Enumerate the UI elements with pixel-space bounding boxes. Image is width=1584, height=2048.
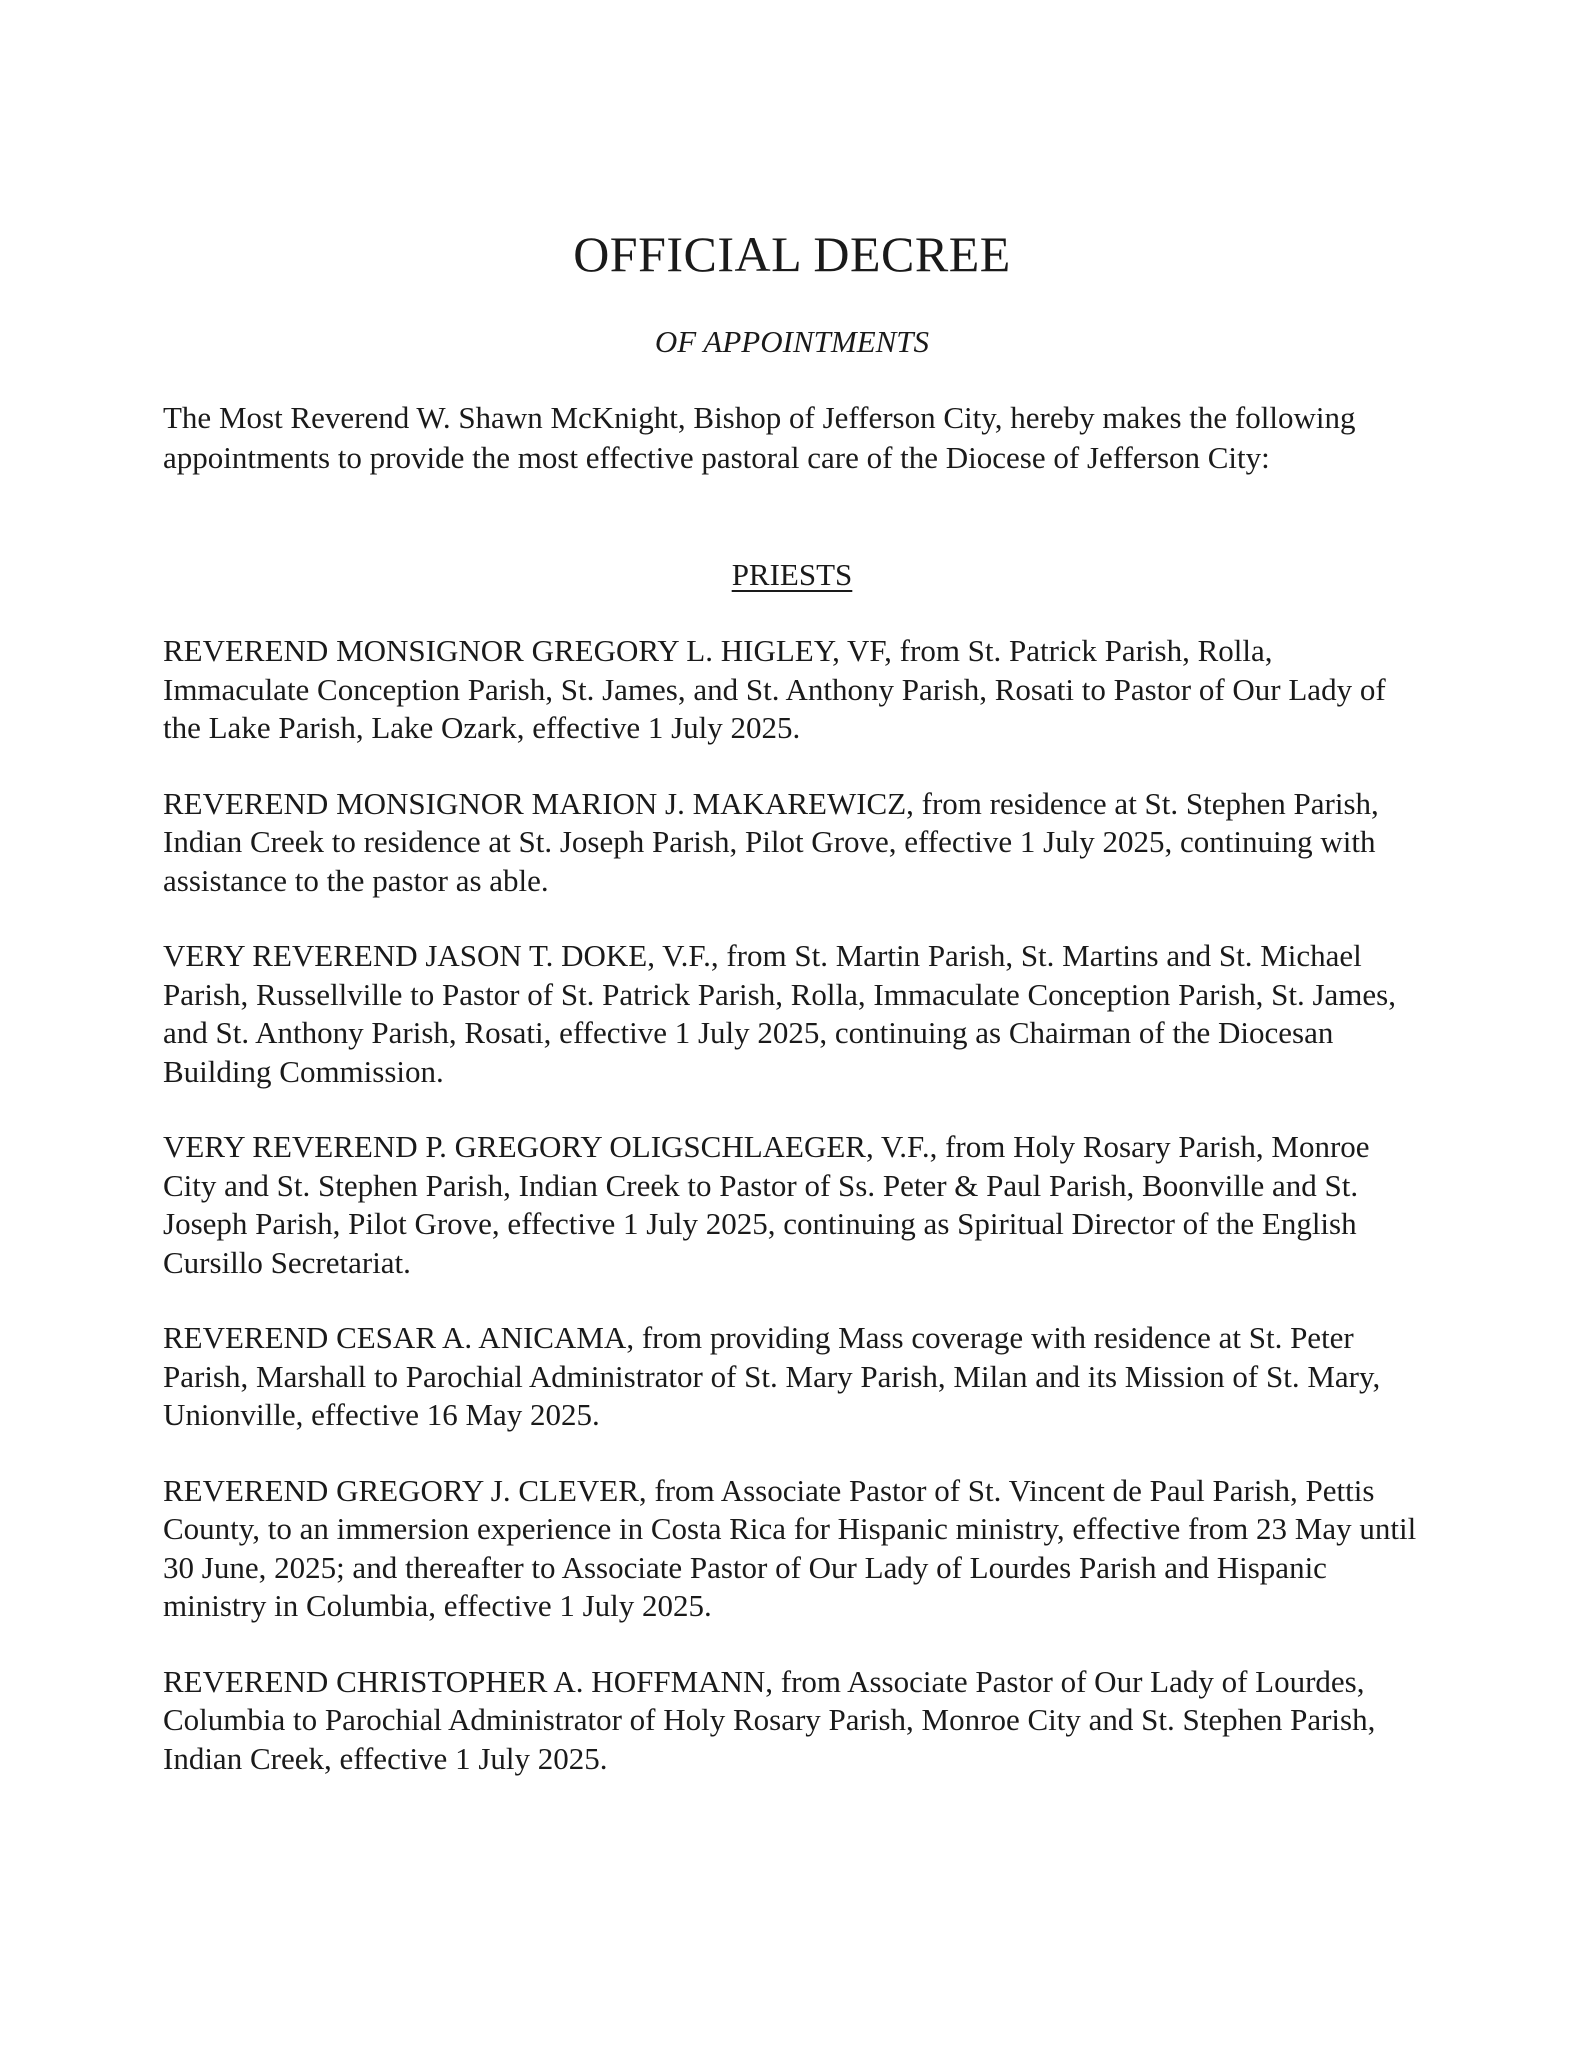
appointment-entry: VERY REVEREND JASON T. DOKE, V.F., from St. Martin Parish, St. Martins and St. Michael Parish, Russellville to Pastor of St. Patrick Parish, Rolla, Immaculate Conception Parish, St. James, and St. Anthony Parish, Rosati, effective 1 July 2025, continuing as Chairman of the Diocesan Building Commission. <box>163 938 1396 1089</box>
page-subtitle: OF APPOINTMENTS <box>654 324 930 359</box>
appointment-list <box>163 632 1425 1815</box>
appointment-entry: REVEREND CESAR A. ANICAMA, from providing Mass coverage with residence at St. Peter Parish, Marshall to Parochial Administrator of St. Mary Parish, Milan and its Mission of St. Mary, Unionville, effective 16 May 2025. <box>163 1320 1381 1432</box>
intro-paragraph: The Most Reverend W. Shawn McKnight, Bishop of Jefferson City, hereby makes the following appointments to provide the most effective pastoral care of the Diocese of Jefferson City: <box>163 400 1356 475</box>
appointment-entry: REVEREND MONSIGNOR GREGORY L. HIGLEY, VF, from St. Patrick Parish, Rolla, Immaculate Conception Parish, St. James, and St. Anthony Parish, Rosati to Pastor of Our Lady of the Lake Parish, Lake Ozark, effective 1 July 2025. <box>163 633 1386 745</box>
section-heading-label: PRIESTS <box>731 557 853 592</box>
appointment-entry: REVEREND CHRISTOPHER A. HOFFMANN, from Associate Pastor of Our Lady of Lourdes, Columbia to Parochial Administrator of Holy Rosary Parish, Monroe City and St. Stephen Parish, Indian Creek, effective 1 July 2025. <box>163 1663 1376 1776</box>
appointment-entry: VERY REVEREND P. GREGORY OLIGSCHLAEGER, V.F., from Holy Rosary Parish, Monroe City and St. Stephen Parish, Indian Creek to Pastor of Ss. Peter & Paul Parish, Boonville and St. Joseph Parish, Pilot Grove, effective 1 July 2025, continuing as Spiritual Director of the English Cursillo Secretariat. <box>163 1129 1370 1280</box>
section-heading <box>0 555 1584 595</box>
appointment-entry: REVEREND MONSIGNOR MARION J. MAKAREWICZ, from residence at St. Stephen Parish, Indian Creek to residence at St. Joseph Parish, Pilot Grove, effective 1 July 2025, continuing with assistance to the pastor as able. <box>163 785 1379 898</box>
appointment-entry: REVEREND GREGORY J. CLEVER, from Associate Pastor of St. Vincent de Paul Parish, Pettis County, to an immersion experience in Costa Rica for Hispanic ministry, effective from 23 May until 30 June, 2025; and thereafter to Associate Pastor of Our Lady of Lourdes Parish and Hispanic ministry in Columbia, effective 1 July 2025. <box>163 1472 1417 1623</box>
page-title: OFFICIAL DECREE <box>573 226 1011 282</box>
